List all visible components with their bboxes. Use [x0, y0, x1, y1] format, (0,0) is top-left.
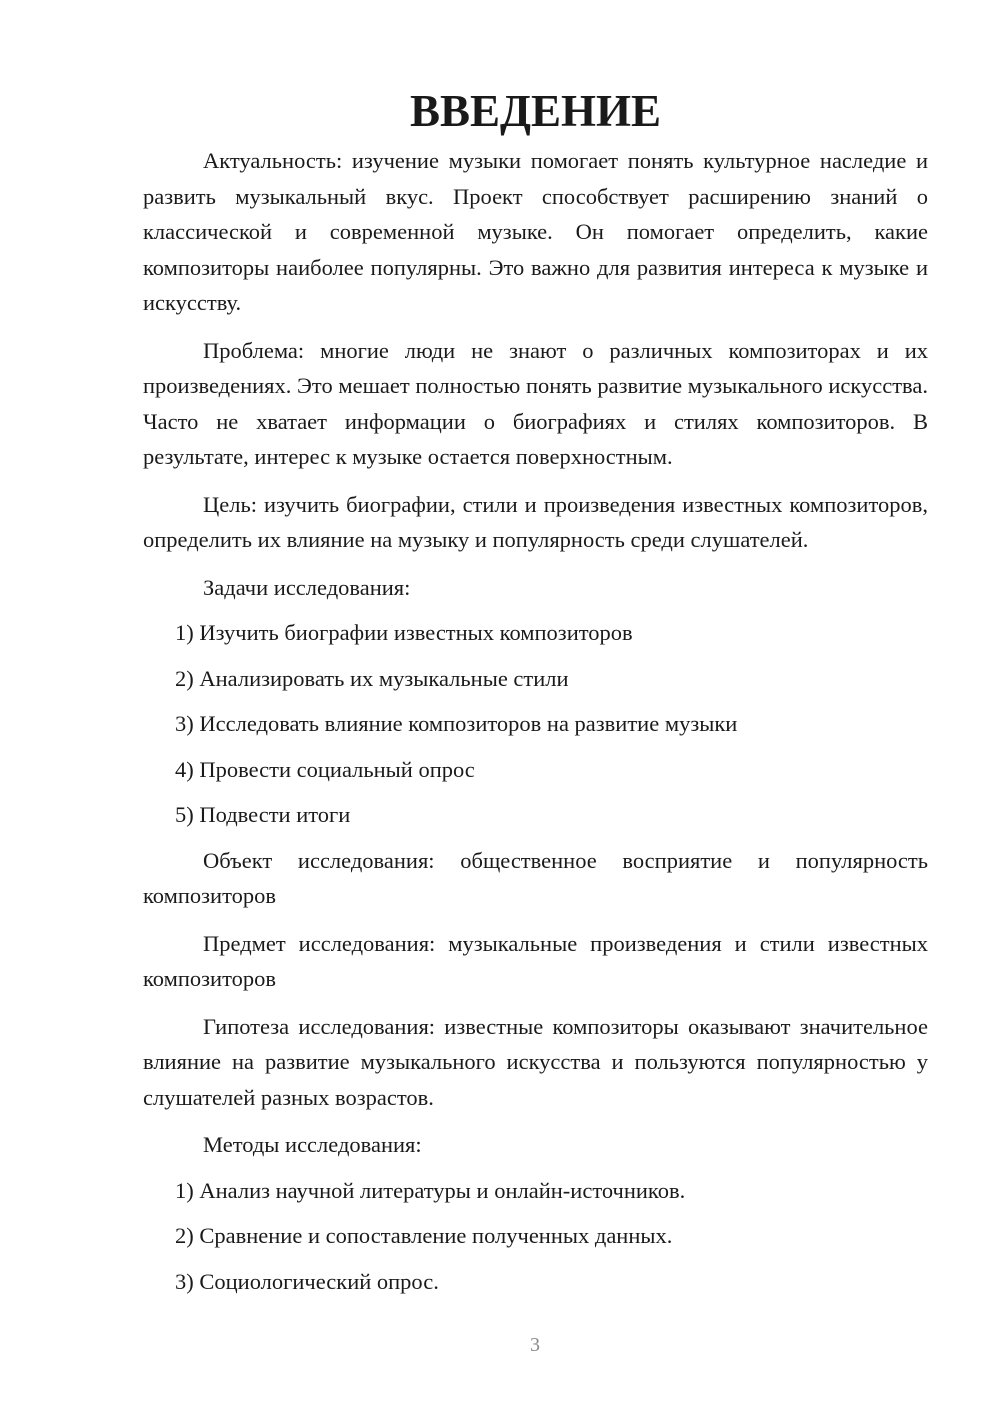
page-title: ВВЕДЕНИЕ — [409, 86, 662, 136]
tasks-heading: Задачи исследования: — [203, 574, 411, 600]
goal-paragraph: Цель: изучить биографии, стили и произведения известных композиторов, определить их влияние на музыку и популярность среди слушателей. — [143, 491, 928, 552]
task-item: 4) Провести социальный опрос — [175, 756, 475, 782]
object-paragraph: Объект исследования: общественное восприятие и популярность композиторов — [143, 847, 928, 908]
method-item: 2) Сравнение и сопоставление полученных данных. — [175, 1223, 673, 1248]
methods-heading: Методы исследования: — [203, 1132, 422, 1157]
task-item: 3) Исследовать влияние композиторов на развитие музыки — [175, 711, 738, 736]
hypothesis-paragraph: Гипотеза исследования: известные композиторы оказывают значительное влияние на развитие музыкального искусства и пользуются популярностью у слушателей разных возрастов. — [143, 1013, 928, 1110]
relevance-paragraph: Актуальность: изучение музыки помогает понять культурное наследие и развить музыкальный вкус. Проект способствует расширению знаний о классической и современной музыке. Он помогает определить, какие композиторы наиболее популярны. Это важно для развития интереса к музыке и искусству. — [143, 148, 928, 315]
tasks-list — [143, 615, 928, 833]
task-item: 2) Анализировать их музыкальные стили — [175, 665, 569, 691]
methods-list — [143, 1173, 928, 1300]
task-item: 5) Подвести итоги — [175, 802, 351, 827]
subject-paragraph: Предмет исследования: музыкальные произведения и стили известных композиторов — [143, 930, 928, 991]
page-number: 3 — [530, 1334, 540, 1356]
page-content — [143, 86, 928, 1309]
method-item: 1) Анализ научной литературы и онлайн-источников. — [175, 1177, 686, 1203]
method-item: 3) Социологический опрос. — [175, 1268, 439, 1294]
problem-paragraph: Проблема: многие люди не знают о различных композиторах и их произведениях. Это мешает полностью понять развитие музыкального искусства. Часто не хватает информации о биографиях и стилях композиторов. В результате, интерес к музыке остается поверхностным. — [143, 337, 928, 469]
task-item: 1) Изучить биографии известных композиторов — [175, 620, 633, 645]
